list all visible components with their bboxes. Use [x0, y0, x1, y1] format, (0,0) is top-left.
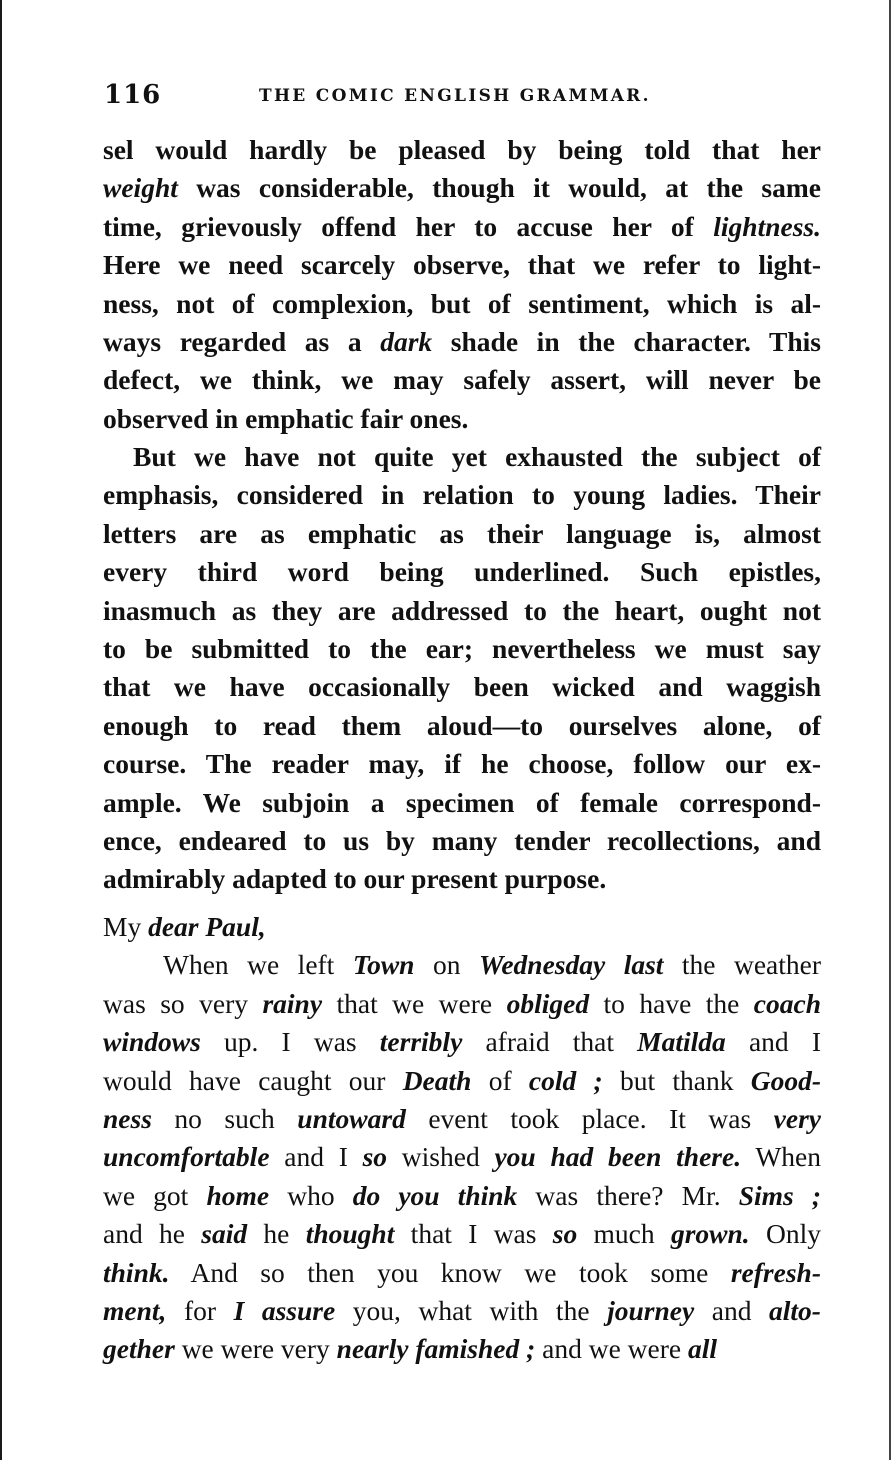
italic-emphasis: refresh- [730, 1256, 821, 1288]
italic-emphasis: home [206, 1179, 270, 1211]
text-line [103, 822, 821, 860]
italic-emphasis: said [201, 1218, 248, 1250]
italic-emphasis: lightness. [713, 210, 821, 242]
paragraph-1 [103, 131, 821, 438]
italic-emphasis: so [552, 1218, 578, 1250]
italic-emphasis: cold ; [528, 1064, 603, 1096]
italic-emphasis: grown. [670, 1218, 750, 1250]
text-run: inasmuch as they are addressed to the heart, ought not [103, 594, 821, 626]
text-line [103, 946, 821, 984]
letter-specimen [103, 908, 821, 1369]
text-run: admirably adapted to our present purpose. [103, 863, 607, 895]
text-run: we got [103, 1179, 207, 1211]
text-line [103, 400, 821, 438]
italic-emphasis: Sims ; [738, 1179, 821, 1211]
text-run: no such [151, 1102, 298, 1134]
text-line [103, 784, 821, 822]
text-run: letters are as emphatic as their language is, almost [103, 517, 821, 549]
text-run: that we were [322, 987, 507, 1019]
page-header [104, 80, 824, 114]
text-line [103, 1177, 821, 1215]
italic-emphasis: gether [103, 1333, 175, 1365]
text-run: on [414, 949, 479, 981]
text-run: was there? Mr. [517, 1179, 739, 1211]
text-run: ample. We subjoin a specimen of female correspond- [103, 786, 821, 818]
italic-emphasis: I assure [233, 1294, 336, 1326]
text-run: defect, we think, we may safely assert, will never be [103, 364, 821, 396]
text-run: Only [749, 1218, 821, 1250]
text-line [103, 361, 821, 399]
italic-emphasis: untoward [297, 1102, 406, 1134]
italic-emphasis: obliged [506, 987, 590, 1019]
text-run: My [103, 911, 149, 942]
page-number: 116 [104, 80, 162, 110]
italic-emphasis: dear Paul, [148, 911, 266, 942]
italic-emphasis: windows [103, 1026, 201, 1058]
text-line [103, 908, 821, 946]
text-run: ness, not of complexion, but of sentiment, which is al- [103, 287, 821, 319]
text-run: and I [725, 1026, 821, 1058]
italic-emphasis: think. [103, 1256, 170, 1288]
text-line [103, 476, 821, 514]
text-run: but thank [602, 1064, 751, 1096]
text-run: would have caught our [103, 1064, 403, 1096]
text-run: afraid that [462, 1026, 638, 1058]
italic-emphasis: nearly famished ; [336, 1333, 536, 1365]
text-line [103, 1254, 821, 1292]
text-line [103, 285, 821, 323]
text-run: enough to read them aloud—to ourselves alone, of [103, 709, 821, 741]
italic-emphasis: terribly [379, 1026, 463, 1058]
text-run: ways regarded as a [103, 325, 381, 357]
text-run: to have the [589, 987, 754, 1019]
text-run: When [741, 1141, 821, 1173]
text-line [103, 1138, 821, 1176]
text-line [103, 131, 821, 169]
text-run: and we were [535, 1333, 688, 1365]
text-run: we were very [174, 1333, 337, 1365]
italic-emphasis: very [773, 1102, 821, 1134]
text-line [103, 208, 821, 246]
italic-emphasis: Town [352, 949, 415, 981]
text-line [103, 1330, 821, 1368]
text-run: And so then you know we took some [169, 1256, 731, 1288]
text-run: and [694, 1294, 770, 1326]
text-run: to be submitted to the ear; nevertheless we must say [103, 632, 821, 664]
text-run: ence, endeared to us by many tender recollections, and [103, 824, 821, 856]
text-run: you, what with the [335, 1294, 608, 1326]
text-line [103, 1100, 821, 1138]
italic-emphasis: you had been there. [494, 1141, 742, 1173]
italic-emphasis: ment, [103, 1294, 167, 1326]
italic-emphasis: dark [380, 325, 433, 357]
text-run: and I [269, 1141, 363, 1173]
text-run: course. The reader may, if he choose, follow our ex- [103, 748, 821, 780]
text-line [103, 438, 821, 476]
text-line [103, 592, 821, 630]
text-line [103, 1292, 821, 1330]
text-line [103, 1062, 821, 1100]
text-line [103, 630, 821, 668]
text-line [103, 246, 821, 284]
text-run: much [577, 1218, 671, 1250]
running-title: THE COMIC ENGLISH GRAMMAR. [259, 86, 651, 106]
text-run: that I was [394, 1218, 553, 1250]
text-run: who [269, 1179, 353, 1211]
text-run: observed in emphatic fair ones. [103, 402, 469, 434]
text-run: that we have occasionally been wicked and waggish [103, 671, 821, 703]
italic-emphasis: all [687, 1333, 718, 1365]
text-run: sel would hardly be pleased by being told that her [103, 134, 821, 165]
text-run: event took place. It was [405, 1102, 774, 1134]
italic-emphasis: so [362, 1141, 388, 1173]
text-run: When we left [163, 949, 353, 981]
italic-emphasis: weight [103, 172, 178, 204]
italic-emphasis: Matilda [637, 1026, 726, 1058]
text-run: wished [387, 1141, 495, 1173]
text-line [103, 745, 821, 783]
text-run: and he [103, 1218, 202, 1250]
text-line [103, 860, 821, 898]
text-run: for [166, 1294, 234, 1326]
text-run: every third word being underlined. Such epistles, [103, 556, 821, 588]
text-run: Here we need scarcely observe, that we refer to light- [103, 249, 821, 281]
italic-emphasis: Death [402, 1064, 472, 1096]
text-line [103, 553, 821, 591]
italic-emphasis: Good- [750, 1064, 821, 1096]
italic-emphasis: journey [607, 1294, 695, 1326]
page-edge-left [0, 0, 2, 1460]
text-line [103, 707, 821, 745]
italic-emphasis: ness [103, 1102, 152, 1134]
text-run: up. I was [200, 1026, 380, 1058]
italic-emphasis: alto- [769, 1294, 821, 1326]
italic-emphasis: Wednesday last [478, 949, 664, 981]
italic-emphasis: do you think [352, 1179, 518, 1211]
text-line [103, 985, 821, 1023]
text-run: time, grievously offend her to accuse her of [103, 210, 714, 242]
text-run: the weather [663, 949, 821, 981]
italic-emphasis: coach [753, 987, 821, 1019]
text-line [103, 515, 821, 553]
italic-emphasis: uncomfortable [103, 1141, 270, 1173]
page-edge-right [889, 0, 891, 1460]
italic-emphasis: thought [305, 1218, 395, 1250]
text-run: But we have not quite yet exhausted the subject of [133, 441, 821, 472]
text-line [103, 169, 821, 207]
text-run: he [247, 1218, 306, 1250]
paragraph-2 [103, 438, 821, 899]
text-run: emphasis, considered in relation to young ladies. Their [103, 479, 821, 511]
italic-emphasis: rainy [262, 987, 323, 1019]
text-run: shade in the character. This [432, 325, 821, 357]
text-run: was considerable, though it would, at the same [177, 172, 821, 204]
text-line [103, 1215, 821, 1253]
text-run: of [471, 1064, 529, 1096]
text-run: was so very [103, 987, 263, 1019]
text-line [103, 1023, 821, 1061]
text-line [103, 323, 821, 361]
text-line [103, 668, 821, 706]
